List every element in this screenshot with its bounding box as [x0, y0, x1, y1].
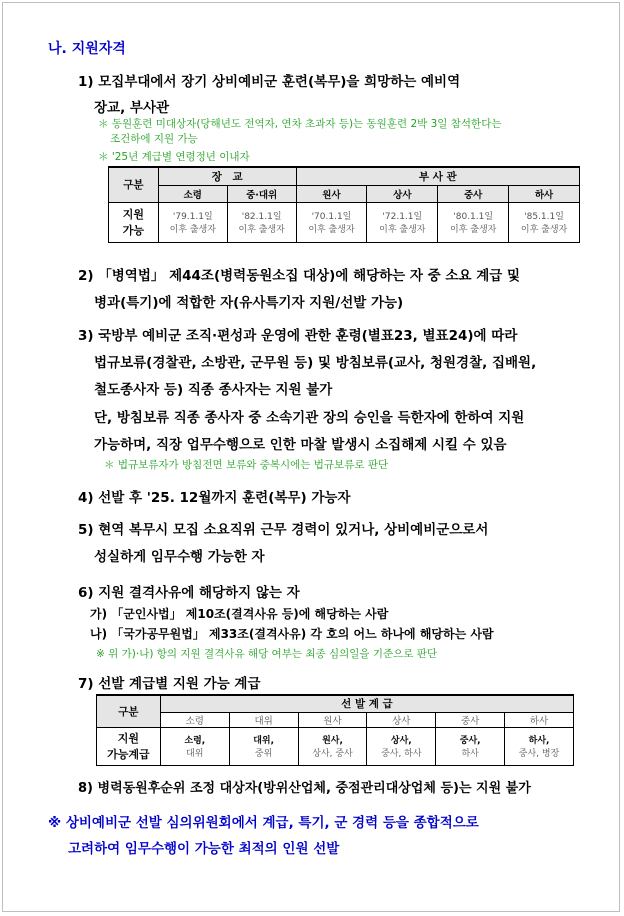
item5-line2: 성실하게 임무수행 가능한 자 [94, 549, 265, 565]
item1-line2: 장교, 부사관 [94, 100, 170, 116]
item1-line1: 1) 모집부대에서 장기 상비예비군 훈련(복무)을 희망하는 예비역 [78, 74, 461, 90]
item7-line1: 7) 선발 계급별 지원 가능 계급 [78, 676, 261, 692]
table2-rank: 상사 [367, 712, 436, 727]
footer-line1: ※ 상비예비군 선발 심의위원회에서 계급, 특기, 군 경력 등을 종합적으로 [48, 815, 479, 831]
item3-line1: 3) 국방부 예비군 조직·편성과 운영에 관한 훈령(별표23, 별표24)에 따라 [78, 328, 518, 344]
table2-cell: 소령, 대위 [160, 727, 229, 765]
table2-cell: 상사, 중사, 하사 [367, 727, 436, 765]
table1-cell: '80.1.1일 이후 출생자 [438, 202, 509, 242]
table2-rank: 하사 [505, 712, 574, 727]
item5-line1: 5) 현역 복무시 모집 소요직위 근무 경력이 있거나, 상비예비군으로서 [78, 522, 489, 538]
table2-rank: 대위 [229, 712, 298, 727]
item2-line2: 병과(특기)에 적합한 자(유사특기자 지원/선발 가능) [94, 295, 404, 311]
table1-group-officer: 장 교 [158, 167, 296, 185]
item1-note2: ＊ '25년 계급별 연령정년 이내자 [98, 151, 250, 163]
table1-rank: 중·대위 [227, 185, 296, 202]
item3-line4: 단, 방침보류 직종 종사자 중 소속기관 장의 승인을 득한자에 한하여 지원 [94, 410, 525, 426]
table2-rank: 소령 [160, 712, 229, 727]
table1-rank: 하사 [509, 185, 580, 202]
table2-col-label: 구분 [97, 695, 161, 727]
table1-rank: 중사 [438, 185, 509, 202]
table1-row-label: 지원 가능 [109, 202, 159, 242]
table1-col-label: 구분 [109, 167, 159, 202]
table2-rank: 원사 [298, 712, 367, 727]
item2-line1: 2) 「병역법」 제44조(병력동원소집 대상)에 해당하는 자 중 소요 계급 및 [78, 268, 521, 284]
item8-line1: 8) 병력동원후순위 조정 대상자(방위산업체, 중점관리대상업체 등)는 지원 불가 [78, 781, 531, 796]
item6-line1: 6) 지원 결격사유에 해당하지 않는 자 [78, 585, 300, 601]
table2-cell: 중사, 하사 [436, 727, 505, 765]
item3-line5: 가능하며, 직장 업무수행으로 인한 마찰 발생시 소집해제 시킬 수 있음 [94, 437, 507, 453]
table1-cell: '70.1.1일 이후 출생자 [296, 202, 367, 242]
table1-cell: '82.1.1일 이후 출생자 [227, 202, 296, 242]
item3-note: ＊ 법규보류자가 방침전면 보류와 중복시에는 법규보류로 판단 [104, 459, 389, 471]
item6-sub-a: 가) 「군인사법」 제10조(결격사유 등)에 해당하는 사람 [90, 607, 389, 621]
item3-line2: 법규보류(경찰관, 소방관, 군무원 등) 및 방침보류(교사, 청원경찰, 집배원, [94, 355, 537, 371]
item4-line1: 4) 선발 후 '25. 12월까지 훈련(복무) 가능자 [78, 490, 351, 506]
item6-sub-b: 나) 「국가공무원법」 제33조(결격사유) 각 호의 어느 하나에 해당하는 사람 [90, 627, 494, 641]
table1-group-nco: 부 사 관 [296, 167, 579, 185]
table2-group: 선 발 계 급 [160, 695, 573, 712]
table2-cell: 하사, 중사, 병장 [505, 727, 574, 765]
age-limit-table [108, 166, 580, 243]
table2-rank: 중사 [436, 712, 505, 727]
table2-row-label: 지원 가능계급 [97, 727, 161, 765]
table2-cell: 원사, 상사, 중사 [298, 727, 367, 765]
table1-cell: '85.1.1일 이후 출생자 [509, 202, 580, 242]
table1-cell: '72.1.1일 이후 출생자 [367, 202, 438, 242]
section-title: 나. 지원자격 [48, 41, 126, 57]
eligible-rank-table [96, 694, 574, 766]
table1-rank: 원사 [296, 185, 367, 202]
table1-rank: 상사 [367, 185, 438, 202]
item1-note1-line1: ＊ 동원훈련 미대상자(당해년도 전역자, 연차 초과자 등)는 동원훈련 2박 3일 참석한다는 [98, 118, 502, 130]
item3-line3: 철도종사자 등) 직종 종사자는 지원 불가 [94, 382, 333, 398]
table1-cell: '79.1.1일 이후 출생자 [158, 202, 227, 242]
item1-note1-line2: 조건하에 지원 가능 [110, 133, 198, 145]
footer-line2: 고려하여 임무수행이 가능한 최적의 인원 선발 [68, 841, 340, 857]
table1-rank: 소령 [158, 185, 227, 202]
item6-note: ※ 위 가)·나) 항의 지원 결격사유 해당 여부는 최종 심의일을 기준으로 판단 [96, 648, 438, 660]
table2-cell: 대위, 중위 [229, 727, 298, 765]
